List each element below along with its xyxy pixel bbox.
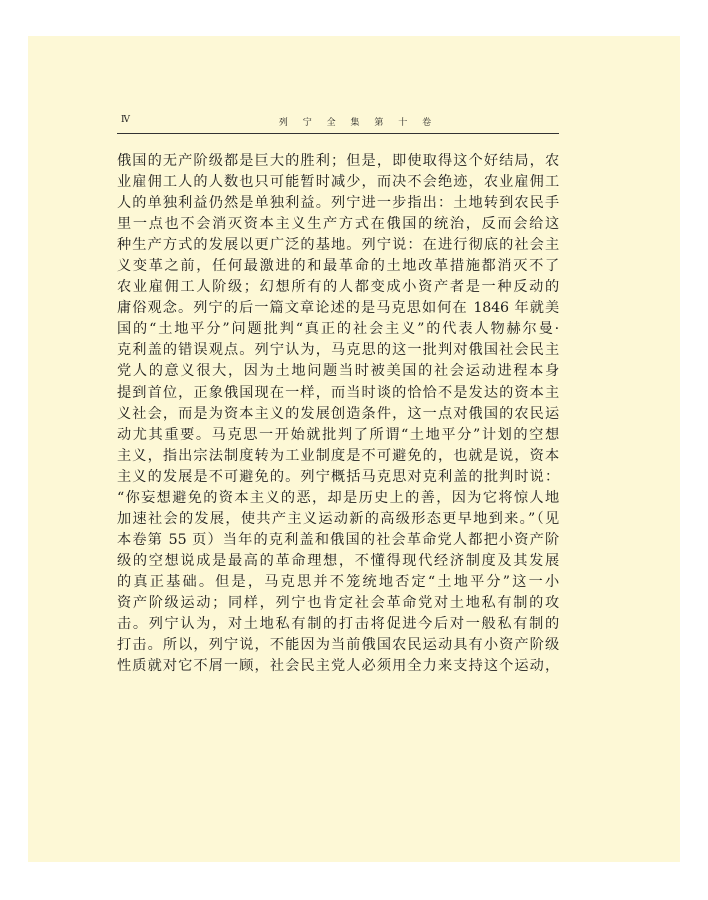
text-line: 动尤其重要。马克思一开始就批判了所谓“土地平分”计划的空想	[117, 426, 559, 443]
text-line: 农业雇佣工人阶级；幻想所有的人都变成小资产者是一种反动的	[117, 279, 559, 296]
text-line: 种生产方式的发展以更广泛的基地。列宁说：在进行彻底的社会主	[117, 237, 559, 254]
text-line: 义社会，而是为资本主义的发展创造条件，这一点对俄国的农民运	[117, 405, 559, 422]
body-text	[117, 151, 559, 677]
text-line: 提到首位，正象俄国现在一样，而当时谈的恰恰不是发达的资本主	[117, 384, 559, 401]
running-title: 列 宁 全 集 第 十 卷	[278, 118, 438, 128]
text-line: 主义，指出宗法制度转为工业制度是不可避免的，也就是说，资本	[117, 447, 559, 464]
text-line: 主义的发展是不可避免的。列宁概括马克思对克利盖的批判时说：	[117, 468, 559, 485]
text-line: 俄国的无产阶级都是巨大的胜利；但是，即使取得这个好结局，农	[117, 153, 559, 169]
header-rule	[117, 133, 559, 134]
text-line: 级的空想说成是最高的革命理想，不懂得现代经济制度及其发展	[117, 552, 559, 569]
text-line: 的真正基础。但是，马克思并不笼统地否定“土地平分”这一小	[117, 573, 559, 590]
text-line: 克利盖的错误观点。列宁认为，马克思的这一批判对俄国社会民主	[117, 342, 559, 359]
text-line: 本卷第 55 页）当年的克利盖和俄国的社会革命党人都把小资产阶	[117, 531, 559, 548]
running-head	[117, 115, 559, 129]
text-line: 里一点也不会消灭资本主义生产方式在俄国的统治，反而会给这	[117, 216, 559, 233]
text-line: 性质就对它不屑一顾，社会民主党人必须用全力来支持这个运动，	[117, 658, 559, 675]
text-line: 庸俗观念。列宁的后一篇文章论述的是马克思如何在 1846 年就美	[117, 300, 559, 317]
text-line: 党人的意义很大，因为土地问题当时被美国的社会运动进程本身	[117, 363, 559, 380]
text-line: 资产阶级运动；同样，列宁也肯定社会革命党对土地私有制的攻	[117, 594, 559, 611]
text-line: 击。列宁认为，对土地私有制的打击将促进今后对一般私有制的	[117, 616, 559, 633]
page-number: Ⅳ	[121, 115, 130, 125]
text-line: 人的单独利益仍然是单独利益。列宁进一步指出：土地转到农民手	[117, 195, 559, 212]
text-line: 义变革之前，任何最激进的和最革命的土地改革措施都消灭不了	[117, 258, 559, 275]
text-line: 国的“土地平分”问题批判“真正的社会主义”的代表人物赫尔曼·	[117, 321, 559, 338]
text-line: “你妄想避免的资本主义的恶，却是历史上的善，因为它将惊人地	[117, 489, 559, 506]
text-line: 加速社会的发展，使共产主义运动新的高级形态更早地到来。”（见	[117, 510, 559, 527]
text-line: 打击。所以，列宁说，不能因为当前俄国农民运动具有小资产阶级	[117, 637, 559, 654]
text-line: 业雇佣工人的人数也只可能暂时减少，而决不会绝迹，农业雇佣工	[117, 174, 559, 191]
